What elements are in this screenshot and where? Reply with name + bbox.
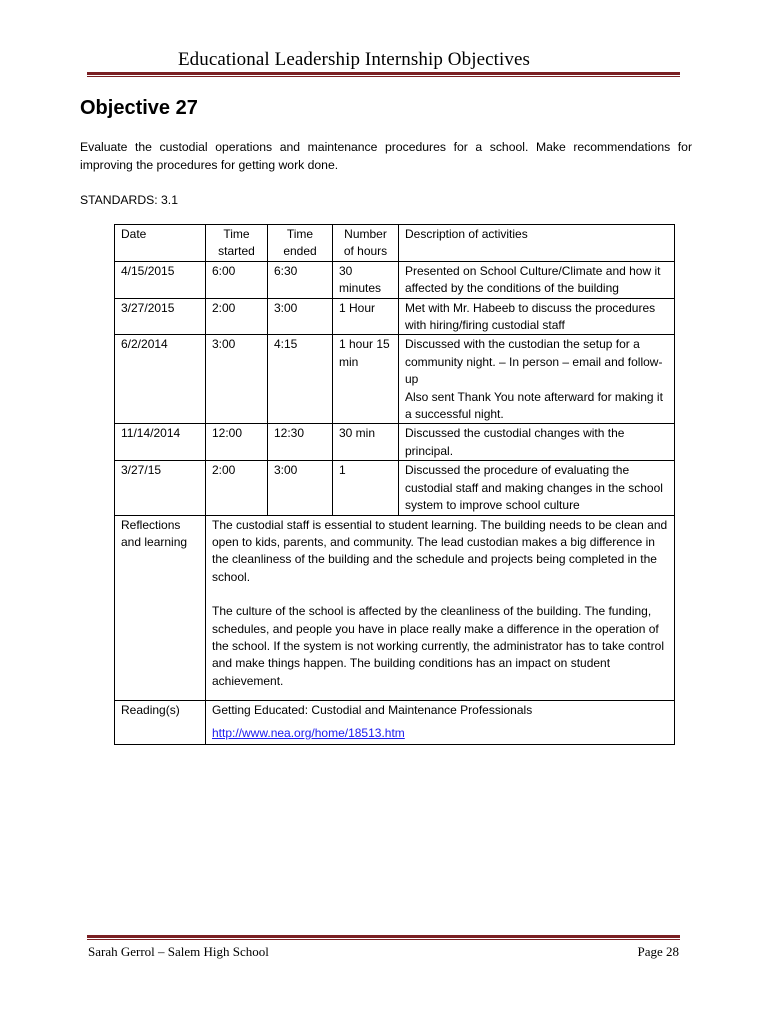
cell-description: Discussed the custodial changes with the principal. [399, 424, 675, 461]
cell-hours: 1 hour 15 min [333, 335, 399, 424]
cell-date: 3/27/15 [115, 461, 206, 515]
reading-link[interactable]: http://www.nea.org/home/18513.htm [212, 725, 405, 740]
cell-date: 3/27/2015 [115, 298, 206, 335]
reflections-paragraph-1: The custodial staff is essential to student learning. The building needs to be clean and open to kids, parents, and community. The lead custodian makes a big difference in the cleanliness of the building and the schedule and projects being completed in the school. [212, 517, 668, 584]
cell-start: 12:00 [206, 424, 268, 461]
cell-description: Presented on School Culture/Climate and how it affected by the conditions of the building [399, 261, 675, 298]
header-hours-line1: Number [344, 227, 387, 241]
table-row [115, 424, 675, 461]
readings-content [206, 701, 675, 745]
cell-date: 6/2/2014 [115, 335, 206, 424]
cell-description-line2: Also sent Thank You note afterward for making it a successful night. [405, 389, 663, 422]
header-number-of-hours [333, 225, 399, 262]
header-description [399, 225, 675, 262]
footer-rule-thin [87, 939, 680, 940]
cell-end: 4:15 [268, 335, 333, 424]
table-row [115, 335, 675, 424]
readings-row [115, 701, 675, 745]
cell-end: 3:00 [268, 461, 333, 515]
objective-description: Evaluate the custodial operations and maintenance procedures for a school. Make recommendations for improving the procedures for getting work done. [80, 140, 692, 172]
cell-start: 2:00 [206, 298, 268, 335]
header-time-started [206, 225, 268, 262]
objective-heading: Objective 27 [80, 97, 198, 119]
cell-description: Discussed the procedure of evaluating the custodial staff and making changes in the school system to improve school culture [399, 461, 675, 515]
header-time-started-line2: started [218, 244, 255, 259]
cell-start: 6:00 [206, 261, 268, 298]
cell-end: 3:00 [268, 298, 333, 335]
header-time-ended-line2: ended [283, 244, 317, 259]
cell-date: 11/14/2014 [115, 424, 206, 461]
cell-hours: 30 minutes [333, 261, 399, 298]
table-header-row [115, 225, 675, 262]
cell-hours: 1 Hour [333, 298, 399, 335]
cell-hours: 30 min [333, 424, 399, 461]
footer-page-number: Page 28 [637, 944, 679, 959]
cell-end: 6:30 [268, 261, 333, 298]
table-row [115, 461, 675, 515]
header-description-text: Description of activities [405, 227, 528, 241]
reflections-content [206, 515, 675, 701]
cell-description [399, 335, 675, 424]
reading-title: Getting Educated: Custodial and Maintenance Professionals [212, 703, 533, 718]
header-rule-thin [87, 76, 680, 77]
header-date [115, 225, 206, 262]
readings-label: Reading(s) [115, 701, 206, 745]
footer-rule-thick [87, 935, 680, 938]
cell-hours: 1 [333, 461, 399, 515]
cell-end: 12:30 [268, 424, 333, 461]
table-row [115, 298, 675, 335]
table-row [115, 261, 675, 298]
header-time-started-line1: Time [223, 227, 250, 241]
standards-label: STANDARDS: 3.1 [80, 193, 178, 207]
cell-description-line1: Discussed with the custodian the setup for a community night. – In person – email and follow-up [405, 337, 663, 387]
header-hours-line2: of hours [343, 244, 388, 259]
cell-start: 3:00 [206, 335, 268, 424]
cell-date: 4/15/2015 [115, 261, 206, 298]
footer-author: Sarah Gerrol – Salem High School [88, 944, 269, 959]
reflections-label: Reflections and learning [115, 515, 206, 701]
header-title: Educational Leadership Internship Objectives [177, 49, 531, 70]
header-time-ended-line1: Time [286, 227, 314, 241]
reflections-row [115, 515, 675, 701]
header-date-text: Date [121, 227, 147, 241]
cell-start: 2:00 [206, 461, 268, 515]
header-rule-thick [87, 72, 680, 75]
cell-description: Met with Mr. Habeeb to discuss the procedures with hiring/firing custodial staff [399, 298, 675, 335]
reflections-paragraph-2: The culture of the school is affected by the cleanliness of the building. The funding, schedules, and people you have in place really make a difference in the operation of the school. If the system is not working currently, the administrator has to take control and make things happen. The building conditions has an impact on student achievement. [212, 604, 664, 688]
activities-table [114, 224, 675, 745]
header-time-ended [268, 225, 333, 262]
